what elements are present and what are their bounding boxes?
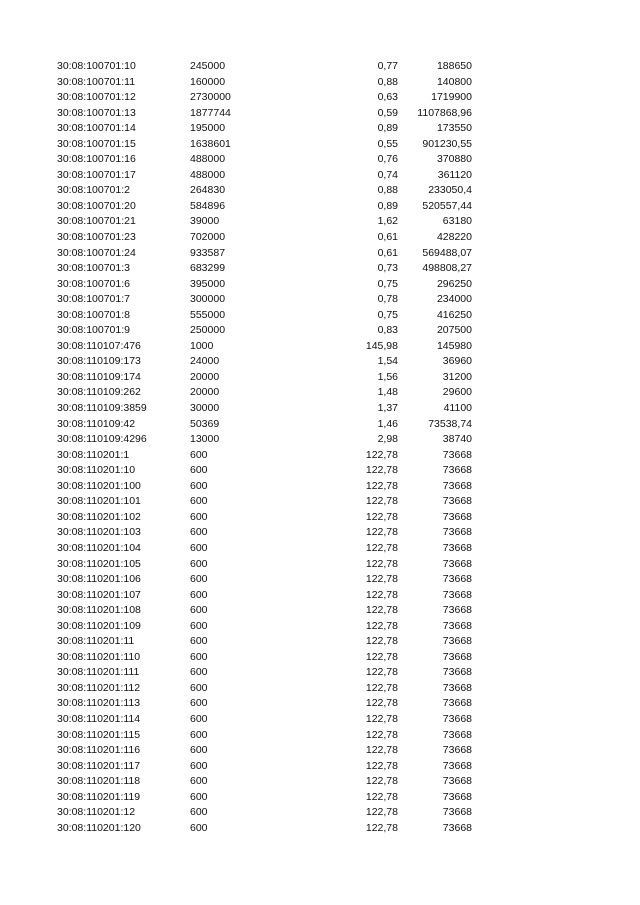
table-row [0,790,640,806]
table-row [0,308,640,324]
rate-cell: 122,78 [365,619,398,632]
table-row [0,417,640,433]
area-cell: 1000 [190,339,214,352]
value-cell: 36960 [442,355,472,368]
area-cell: 600 [190,759,208,772]
cadastral-number-cell: 30:08:110201:108 [57,604,141,617]
rate-cell: 122,78 [365,806,398,819]
table-row [0,712,640,728]
table-row [0,121,640,137]
rate-cell: 122,78 [365,728,398,741]
area-cell: 264830 [190,184,226,197]
area-cell: 13000 [190,433,220,446]
table-row [0,323,640,339]
table-row [0,385,640,401]
rate-cell: 122,78 [365,588,398,601]
table-row [0,463,640,479]
table-row [0,681,640,697]
rate-cell: 1,62 [377,215,398,228]
value-cell: 1107868,96 [417,106,472,119]
rate-cell: 122,78 [365,604,398,617]
rate-cell: 122,78 [365,697,398,710]
rate-cell: 122,78 [365,821,398,834]
rate-cell: 122,78 [365,479,398,492]
cadastral-number-cell: 30:08:100701:9 [57,324,130,337]
cadastral-number-cell: 30:08:110201:110 [57,650,141,663]
cadastral-number-cell: 30:08:110201:116 [57,744,141,757]
area-cell: 300000 [190,293,226,306]
area-cell: 600 [190,712,208,725]
value-cell: 145980 [436,339,472,352]
value-cell: 73668 [442,806,472,819]
cadastral-number-cell: 30:08:110201:103 [57,526,141,539]
value-cell: 73668 [442,464,472,477]
cadastral-number-cell: 30:08:110109:174 [57,370,141,383]
area-cell: 600 [190,775,208,788]
rate-cell: 122,78 [365,759,398,772]
value-cell: 207500 [436,324,472,337]
value-cell: 234000 [436,293,472,306]
table-row [0,168,640,184]
area-cell: 600 [190,619,208,632]
area-cell: 600 [190,495,208,508]
area-cell: 395000 [190,277,226,290]
rate-cell: 0,88 [377,184,398,197]
table-row [0,106,640,122]
area-cell: 600 [190,479,208,492]
area-cell: 2730000 [190,91,231,104]
table-row [0,743,640,759]
area-cell: 600 [190,464,208,477]
rate-cell: 122,78 [365,557,398,570]
area-cell: 250000 [190,324,226,337]
cadastral-number-cell: 30:08:100701:12 [57,91,136,104]
value-cell: 31200 [442,370,472,383]
cadastral-number-cell: 30:08:100701:10 [57,60,136,72]
rate-cell: 0,73 [377,262,398,275]
area-cell: 160000 [190,75,226,88]
cadastral-number-cell: 30:08:110201:109 [57,619,141,632]
table-row [0,354,640,370]
cadastral-number-cell: 30:08:110201:107 [57,588,141,601]
area-cell: 600 [190,790,208,803]
table-row [0,774,640,790]
cadastral-number-cell: 30:08:110201:106 [57,573,141,586]
value-cell: 416250 [436,308,472,321]
rate-cell: 122,78 [365,744,398,757]
value-cell: 73668 [442,541,472,554]
table-row [0,821,640,837]
table-row [0,572,640,588]
table-row [0,199,640,215]
rate-cell: 1,54 [377,355,398,368]
value-cell: 73668 [442,744,472,757]
cadastral-number-cell: 30:08:100701:16 [57,153,136,166]
rate-cell: 0,76 [377,153,398,166]
area-cell: 30000 [190,402,220,415]
rate-cell: 122,78 [365,464,398,477]
value-cell: 38740 [442,433,472,446]
value-cell: 73668 [442,681,472,694]
cadastral-number-cell: 30:08:110107:476 [57,339,141,352]
value-cell: 63180 [442,215,472,228]
area-cell: 488000 [190,153,226,166]
rate-cell: 122,78 [365,775,398,788]
table-row [0,588,640,604]
table-row [0,619,640,635]
rate-cell: 0,89 [377,199,398,212]
value-cell: 73668 [442,526,472,539]
value-cell: 73668 [442,666,472,679]
table-row [0,650,640,666]
value-cell: 73668 [442,573,472,586]
cadastral-number-cell: 30:08:110201:11 [57,635,135,648]
table-row [0,805,640,821]
cadastral-number-cell: 30:08:110201:111 [57,666,140,679]
value-cell: 73538,74 [428,417,472,430]
value-cell: 73668 [442,821,472,834]
cadastral-number-cell: 30:08:110109:262 [57,386,141,399]
cadastral-number-cell: 30:08:100701:6 [57,277,130,290]
rate-cell: 1,46 [377,417,398,430]
cadastral-number-cell: 30:08:110201:118 [57,775,141,788]
rate-cell: 0,83 [377,324,398,337]
value-cell: 29600 [442,386,472,399]
cadastral-number-cell: 30:08:110201:105 [57,557,141,570]
value-cell: 73668 [442,759,472,772]
rate-cell: 1,48 [377,386,398,399]
rate-cell: 0,75 [377,277,398,290]
rate-cell: 0,78 [377,293,398,306]
rate-cell: 145,98 [365,339,398,352]
area-cell: 600 [190,510,208,523]
value-cell: 370880 [436,153,472,166]
rate-cell: 2,98 [377,433,398,446]
rate-cell: 122,78 [365,681,398,694]
value-cell: 73668 [442,479,472,492]
table-row [0,292,640,308]
cadastral-number-cell: 30:08:100701:15 [57,137,136,150]
cadastral-number-cell: 30:08:100701:11 [57,75,136,88]
area-cell: 600 [190,557,208,570]
area-cell: 1877744 [190,106,231,119]
area-cell: 20000 [190,386,220,399]
area-cell: 488000 [190,168,226,181]
rate-cell: 122,78 [365,712,398,725]
value-cell: 73668 [442,604,472,617]
rate-cell: 1,37 [377,402,398,415]
table-row [0,510,640,526]
cadastral-number-cell: 30:08:110201:117 [57,759,141,772]
table-row [0,339,640,355]
cadastral-number-cell: 30:08:110201:114 [57,712,141,725]
area-cell: 20000 [190,370,220,383]
table-row [0,277,640,293]
table-row [0,494,640,510]
rate-cell: 1,56 [377,370,398,383]
area-cell: 600 [190,681,208,694]
cadastral-number-cell: 30:08:110201:102 [57,510,141,523]
cadastral-number-cell: 30:08:110201:104 [57,541,141,554]
table-row [0,261,640,277]
area-cell: 195000 [190,122,226,135]
table-row [0,728,640,744]
table-row [0,525,640,541]
value-cell: 428220 [436,231,472,244]
value-cell: 73668 [442,775,472,788]
area-cell: 600 [190,573,208,586]
cadastral-number-cell: 30:08:100701:17 [57,168,136,181]
value-cell: 73668 [442,635,472,648]
area-cell: 683299 [190,262,226,275]
value-cell: 73668 [442,588,472,601]
value-cell: 188650 [436,60,472,72]
area-cell: 24000 [190,355,220,368]
area-cell: 933587 [190,246,226,259]
table-row [0,696,640,712]
rate-cell: 122,78 [365,448,398,461]
rate-cell: 122,78 [365,666,398,679]
value-cell: 73668 [442,510,472,523]
area-cell: 600 [190,728,208,741]
value-cell: 73668 [442,712,472,725]
table-row [0,152,640,168]
cadastral-number-cell: 30:08:110109:173 [57,355,141,368]
rate-cell: 0,55 [377,137,398,150]
area-cell: 600 [190,666,208,679]
rate-cell: 122,78 [365,541,398,554]
rate-cell: 0,89 [377,122,398,135]
value-cell: 73668 [442,495,472,508]
table-row [0,246,640,262]
value-cell: 173550 [436,122,472,135]
table-row [0,59,640,75]
table-row [0,759,640,775]
cadastral-number-cell: 30:08:110201:10 [57,464,136,477]
area-cell: 600 [190,448,208,461]
cadastral-number-cell: 30:08:110201:120 [57,821,141,834]
cadastral-number-cell: 30:08:110109:42 [57,417,136,430]
cadastral-number-cell: 30:08:110201:119 [57,790,141,803]
cadastral-number-cell: 30:08:110109:3859 [57,402,147,415]
value-cell: 41100 [443,402,472,415]
cadastral-number-cell: 30:08:110201:115 [57,728,141,741]
cadastral-number-cell: 30:08:110109:4296 [57,433,147,446]
value-cell: 73668 [442,448,472,461]
value-cell: 73668 [442,619,472,632]
cadastral-number-cell: 30:08:110201:101 [57,495,141,508]
cadastral-number-cell: 30:08:100701:24 [57,246,136,259]
table-row [0,634,640,650]
rate-cell: 0,74 [377,168,398,181]
area-cell: 245000 [190,60,226,72]
area-cell: 600 [190,697,208,710]
area-cell: 600 [190,744,208,757]
value-cell: 1719900 [431,91,472,104]
rate-cell: 0,59 [377,106,398,119]
area-cell: 600 [190,821,208,834]
table-row [0,603,640,619]
cadastral-number-cell: 30:08:110201:112 [57,681,141,694]
area-cell: 584896 [190,199,226,212]
area-cell: 555000 [190,308,226,321]
area-cell: 600 [190,526,208,539]
table-row [0,448,640,464]
table-row [0,432,640,448]
table-row [0,75,640,91]
cadastral-number-cell: 30:08:100701:14 [57,122,136,135]
cadastral-number-cell: 30:08:110201:1 [57,448,130,461]
rate-cell: 122,78 [365,526,398,539]
table-row [0,401,640,417]
area-cell: 702000 [190,231,226,244]
cadastral-number-cell: 30:08:110201:100 [57,479,141,492]
rate-cell: 0,88 [377,75,398,88]
value-cell: 233050,4 [428,184,472,197]
table-row [0,557,640,573]
table-row [0,214,640,230]
area-cell: 39000 [190,215,220,228]
rate-cell: 122,78 [365,495,398,508]
rate-cell: 122,78 [365,635,398,648]
rate-cell: 0,77 [377,60,398,72]
table-row [0,665,640,681]
value-cell: 73668 [442,790,472,803]
cadastral-number-cell: 30:08:100701:21 [57,215,136,228]
area-cell: 600 [190,635,208,648]
table-row [0,541,640,557]
value-cell: 361120 [437,168,472,181]
rate-cell: 0,75 [377,308,398,321]
cadastral-number-cell: 30:08:100701:8 [57,308,130,321]
data-table [0,59,640,836]
cadastral-number-cell: 30:08:100701:13 [57,106,136,119]
value-cell: 901230,55 [422,137,472,150]
rate-cell: 0,63 [377,91,398,104]
area-cell: 600 [190,806,208,819]
value-cell: 498808,27 [422,262,472,275]
cadastral-number-cell: 30:08:100701:3 [57,262,130,275]
table-row [0,90,640,106]
value-cell: 73668 [442,650,472,663]
cadastral-number-cell: 30:08:100701:7 [57,293,130,306]
area-cell: 50369 [190,417,220,430]
table-row [0,183,640,199]
area-cell: 600 [190,588,208,601]
table-row [0,370,640,386]
value-cell: 73668 [442,697,472,710]
table-row [0,230,640,246]
area-cell: 600 [190,650,208,663]
value-cell: 73668 [442,728,472,741]
area-cell: 600 [190,541,208,554]
table-row [0,479,640,495]
value-cell: 569488,07 [422,246,472,259]
cadastral-number-cell: 30:08:100701:23 [57,231,136,244]
rate-cell: 122,78 [365,510,398,523]
cadastral-number-cell: 30:08:110201:113 [57,697,141,710]
value-cell: 296250 [436,277,472,290]
area-cell: 600 [190,604,208,617]
rate-cell: 0,61 [377,246,398,259]
rate-cell: 0,61 [377,231,398,244]
cadastral-number-cell: 30:08:110201:12 [57,806,136,819]
table-row [0,137,640,153]
area-cell: 1638601 [190,137,231,150]
value-cell: 140800 [436,75,472,88]
rate-cell: 122,78 [365,573,398,586]
value-cell: 520557,44 [422,199,472,212]
value-cell: 73668 [442,557,472,570]
rate-cell: 122,78 [365,650,398,663]
cadastral-number-cell: 30:08:100701:20 [57,199,136,212]
cadastral-number-cell: 30:08:100701:2 [57,184,130,197]
rate-cell: 122,78 [365,790,398,803]
